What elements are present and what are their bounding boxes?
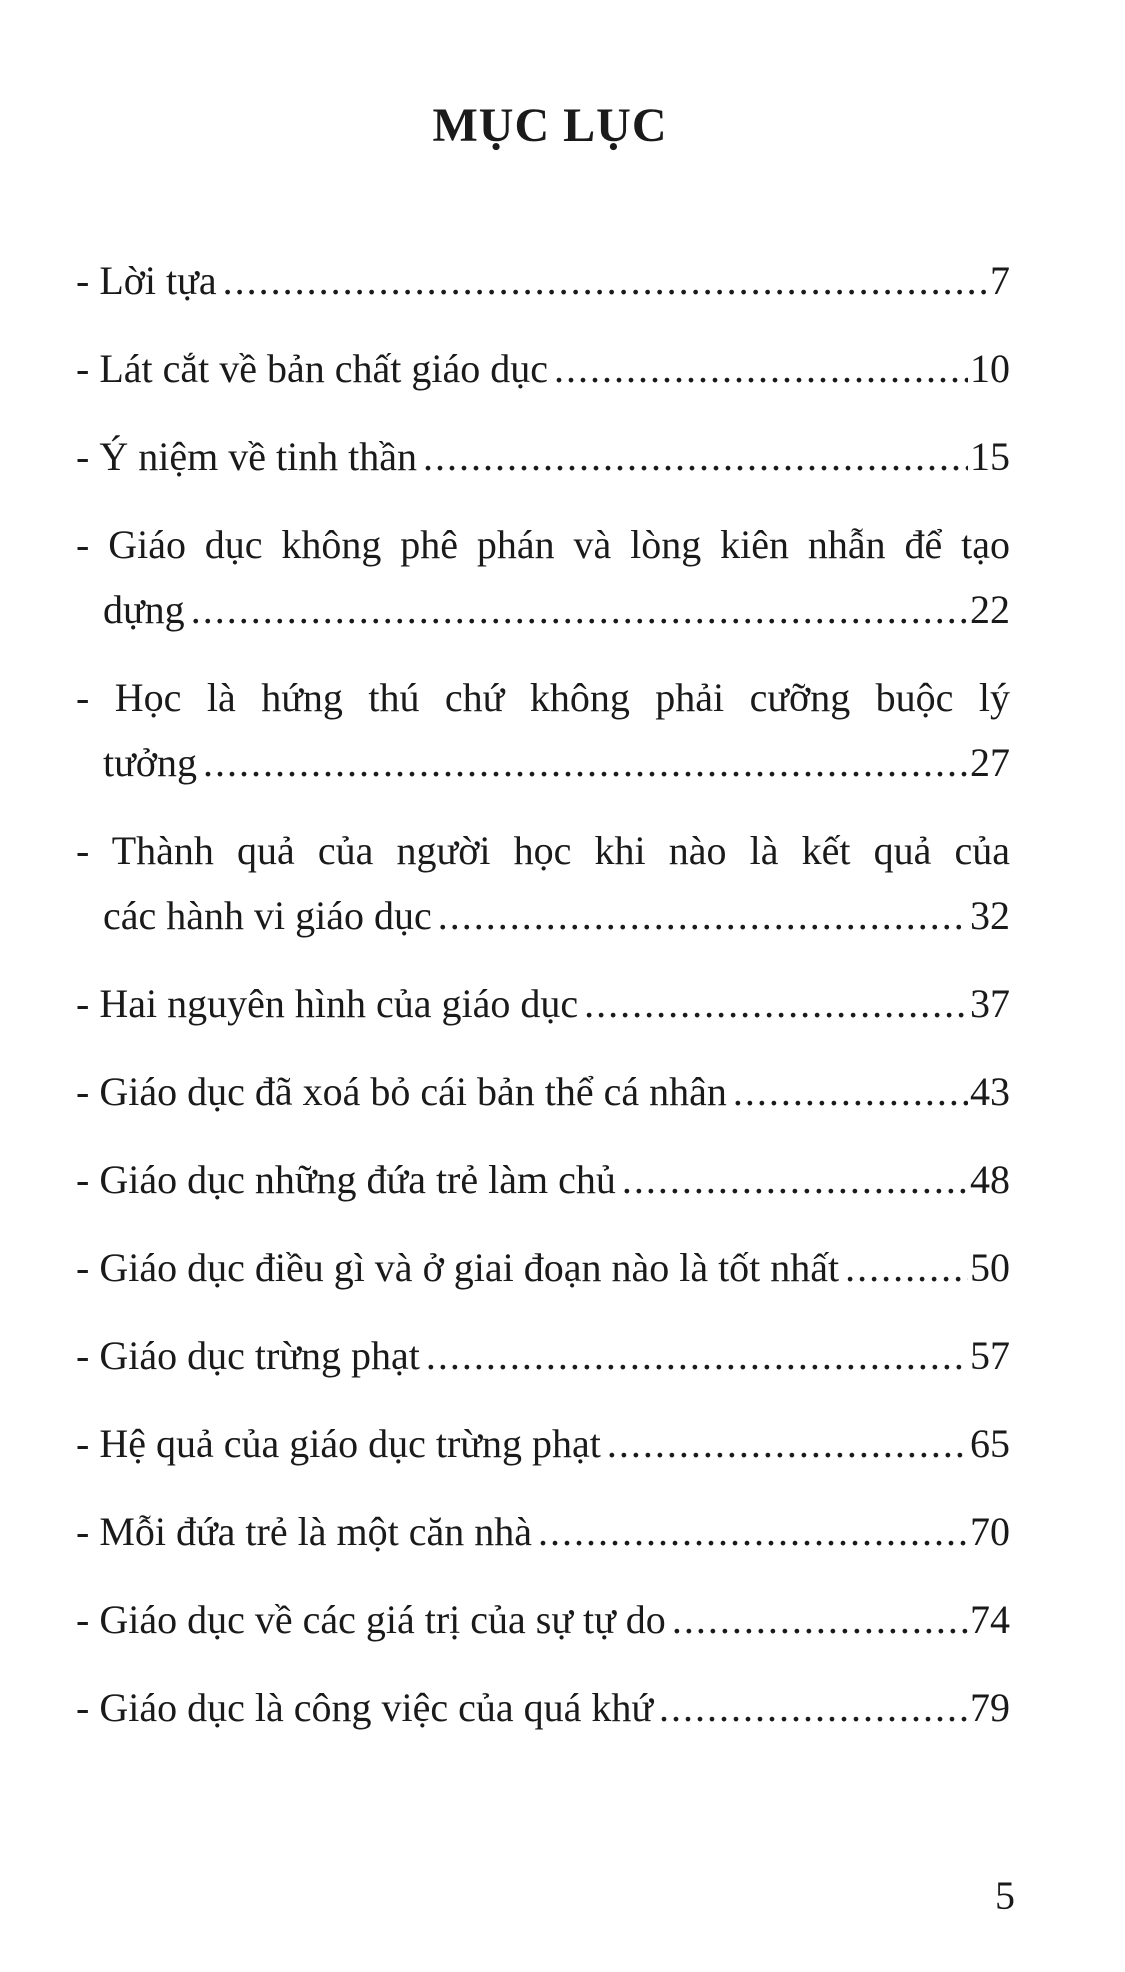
dot-leader bbox=[191, 577, 968, 642]
toc-entry-title: - Học là hứng thú chứ không phải cưỡng buộc lý bbox=[76, 675, 1010, 720]
dot-leader bbox=[554, 336, 968, 401]
dot-leader bbox=[659, 1675, 968, 1740]
toc-entry-title: - Giáo dục là công việc của quá khứ bbox=[76, 1685, 654, 1730]
toc-entry-page: 70 bbox=[970, 1509, 1010, 1554]
toc-entry bbox=[76, 1235, 1010, 1300]
toc-entry-title: - Giáo dục trừng phạt bbox=[76, 1333, 420, 1378]
toc-entry bbox=[76, 1147, 1010, 1212]
page-title: MỤC LỤC bbox=[432, 99, 668, 152]
toc-entry bbox=[76, 818, 1010, 948]
toc-entry-page: 32 bbox=[970, 893, 1010, 938]
page-number: 5 bbox=[995, 1873, 1015, 1918]
dot-leader bbox=[538, 1499, 968, 1564]
toc-entry-page: 27 bbox=[970, 740, 1010, 785]
toc-entry-title: - Giáo dục không phê phán và lòng kiên nhẫn để tạo bbox=[76, 522, 1010, 567]
toc-entry-title: - Mỗi đứa trẻ là một căn nhà bbox=[76, 1509, 532, 1554]
dot-leader bbox=[423, 424, 968, 489]
toc-entry bbox=[76, 512, 1010, 642]
dot-leader bbox=[223, 248, 988, 313]
toc-entry-title: - Hai nguyên hình của giáo dục bbox=[76, 981, 579, 1026]
toc-entry-title: - Lời tựa bbox=[76, 258, 217, 303]
toc-entry-title: - Giáo dục về các giá trị của sự tự do bbox=[76, 1597, 666, 1642]
toc-entry-title-continuation: tưởng bbox=[103, 740, 197, 785]
dot-leader bbox=[622, 1147, 968, 1212]
toc-entry-page: 15 bbox=[970, 434, 1010, 479]
toc-entry-title: - Giáo dục những đứa trẻ làm chủ bbox=[76, 1157, 616, 1202]
toc-entry-title: - Giáo dục đã xoá bỏ cái bản thể cá nhân bbox=[76, 1069, 727, 1114]
dot-leader bbox=[584, 971, 968, 1036]
dot-leader bbox=[426, 1323, 968, 1388]
dot-leader bbox=[203, 730, 968, 795]
toc-entry-page: 22 bbox=[970, 587, 1010, 632]
toc-entry-page: 65 bbox=[970, 1421, 1010, 1466]
toc-entry-title: - Giáo dục điều gì và ở giai đoạn nào là tốt nhất bbox=[76, 1245, 840, 1290]
toc-entry-page: 37 bbox=[970, 981, 1010, 1026]
toc-entry-page: 50 bbox=[970, 1245, 1010, 1290]
toc-entry bbox=[76, 1587, 1010, 1652]
dot-leader bbox=[733, 1059, 968, 1124]
toc-entry bbox=[76, 1323, 1010, 1388]
toc-entry bbox=[76, 1059, 1010, 1124]
toc-entry bbox=[76, 1675, 1010, 1740]
toc-entry-title: - Ý niệm về tinh thần bbox=[76, 434, 418, 479]
dot-leader bbox=[672, 1587, 968, 1652]
toc-entry bbox=[76, 248, 1010, 313]
table-of-contents bbox=[76, 248, 1010, 1740]
toc-entry bbox=[76, 1411, 1010, 1476]
toc-entry-page: 74 bbox=[970, 1597, 1010, 1642]
toc-entry-title: - Lát cắt về bản chất giáo dục bbox=[76, 346, 548, 391]
toc-entry-page: 10 bbox=[970, 346, 1010, 391]
toc-entry-title-continuation: các hành vi giáo dục bbox=[103, 893, 432, 938]
toc-entry-page: 79 bbox=[970, 1685, 1010, 1730]
dot-leader bbox=[607, 1411, 968, 1476]
toc-entry-title-continuation: dựng bbox=[103, 587, 185, 632]
toc-entry-title: - Hệ quả của giáo dục trừng phạt bbox=[76, 1421, 601, 1466]
toc-entry bbox=[76, 971, 1010, 1036]
toc-entry-title: - Thành quả của người học khi nào là kết quả của bbox=[76, 828, 1010, 873]
toc-entry bbox=[76, 424, 1010, 489]
toc-entry-page: 43 bbox=[970, 1069, 1010, 1114]
toc-entry bbox=[76, 665, 1010, 795]
dot-leader bbox=[438, 883, 968, 948]
toc-entry-page: 48 bbox=[970, 1157, 1010, 1202]
toc-entry bbox=[76, 1499, 1010, 1564]
toc-entry-page: 57 bbox=[970, 1333, 1010, 1378]
toc-entry bbox=[76, 336, 1010, 401]
dot-leader bbox=[845, 1235, 968, 1300]
toc-entry-page: 7 bbox=[990, 258, 1010, 303]
